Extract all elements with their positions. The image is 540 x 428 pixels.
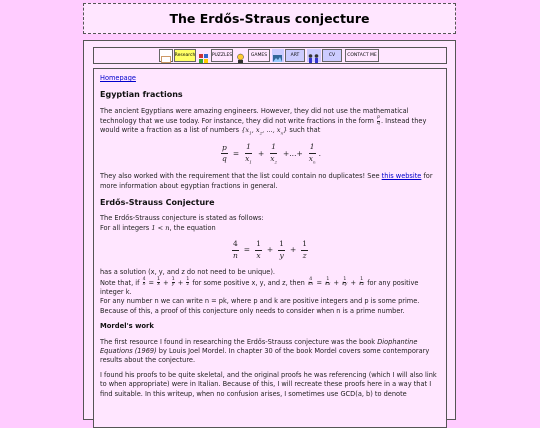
conjecture-text-1: The Erdős-Strauss conjecture is stated as follows: — [100, 214, 264, 223]
mordel-paragraph-1 — [100, 338, 440, 366]
conjecture-text-5: Note that, if — [100, 278, 140, 287]
egyptian-text-5: for more information about egyptian fractions in general. — [100, 172, 433, 190]
nav-cv-label: CV — [328, 53, 336, 58]
conjecture-text-4: has a solution (x, y, and z do not need to be unique). — [100, 268, 276, 277]
section-heading-conjecture: Erdős-Strauss Conjecture — [100, 197, 215, 207]
conjecture-text-3: , the equation — [169, 223, 216, 232]
mordel-text-2: by Louis Joel Mordel. In chapter 30 of the book Mordel covers some contemporary results about the conjecture. — [100, 347, 430, 365]
section-heading-mordel: Mordel's work — [100, 322, 154, 331]
inline-fraction-p-q: $\frac{p}{q}$ — [377, 115, 380, 126]
mordel-text-1: The first resource I found in researching the Erdős-Strauss conjecture was the book — [100, 337, 376, 346]
external-website-link[interactable]: this website — [381, 172, 422, 181]
nav-research-label: Research — [174, 53, 196, 58]
art-icon[interactable] — [272, 49, 284, 62]
mordel-text-3: I found his proofs to be quite skeletal, and the original proofs he was referencing (which I will also link to when appropriate) were in Italian. Because of this, I will recreate these proofs here in a way that I find suitable. In this writeup, when no confusion arises, I sometimes use GCD(a, b) to denote — [100, 370, 437, 398]
conjecture-text-6: for some positive x, y, and z, then — [192, 278, 305, 287]
conjecture-paragraph-2 — [100, 224, 440, 233]
homepage-link[interactable]: Homepage — [100, 74, 136, 82]
book-icon[interactable] — [159, 49, 173, 62]
nav-cv[interactable] — [322, 49, 342, 62]
equation-conjecture: $\frac{4}{n}$ = $\frac{1}{x}$ + $\frac{1}{y}$ + $\frac{1}{z}$ — [232, 239, 308, 260]
math-list: {$x_1$, $x_2$, ..., $x_n$} — [241, 126, 288, 136]
conjecture-text-8: For any number n we can write n = pk, where p and k are positive integers and p is some prime. Because of this, a proof of this conjecture only needs to consider when n is a prime number. — [100, 297, 420, 315]
nav-art-label: ART — [290, 53, 300, 58]
page-title: The Erdős-Straus conjecture — [169, 11, 370, 26]
nav-games-label: GAMES — [250, 53, 268, 58]
nav-bar — [93, 47, 447, 64]
egyptian-paragraph-1 — [100, 107, 440, 137]
content-area — [93, 68, 447, 428]
conjecture-paragraph-note: Note that, if $\frac{4}{n}$ = $\frac{1}{x}$ + $\frac{1}{y}$ + $\frac{1}{z}$ for some positive x, y, and z, then $\frac{4}{kn}$ = $\frac{1}{kx}$ + $\frac{1}{ky}$ + $\frac{1}{kz}$ for any positive integer k. — [100, 276, 419, 297]
nav-art[interactable] — [285, 49, 305, 62]
puzzle-icon[interactable] — [198, 49, 210, 62]
nav-puzzles[interactable] — [211, 49, 233, 62]
egyptian-text-2: . Instead they would write a fraction as a list of numbers — [100, 117, 427, 135]
nav-research[interactable] — [174, 49, 196, 62]
main-panel — [83, 40, 456, 420]
egyptian-text-4: They also worked with the requirement that the list could contain no duplicates! See — [100, 172, 380, 181]
page-title-box — [83, 3, 456, 34]
egyptian-text-1: The ancient Egyptians were amazing engineers. However, they did not use the mathematical technology that we use today. For instance, they did not write fractions in the form — [100, 106, 409, 126]
conjecture-text-7: for any positive integer k. — [100, 278, 419, 297]
section-heading-egyptian: Egyptian fractions — [100, 90, 183, 100]
games-icon[interactable] — [235, 49, 247, 62]
book-title: Diophantine Equations (1969) — [100, 337, 418, 356]
people-icon[interactable] — [307, 49, 321, 62]
egyptian-paragraph-2 — [100, 172, 440, 191]
equation-egyptian: $\frac{p}{q}$ = $\frac{1}{x_1}$ + $\frac{1}{x_2}$ +...+ $\frac{1}{x_n}$ . — [222, 142, 321, 165]
nav-contact[interactable] — [345, 49, 379, 62]
nav-contact-label: CONTACT ME — [347, 53, 377, 58]
egyptian-text-3: such that — [289, 126, 321, 135]
nav-games[interactable] — [248, 49, 270, 62]
conjecture-text-2: For all integers — [100, 223, 150, 232]
math-1-lt-n: 1 < n — [151, 223, 170, 232]
nav-puzzles-label: PUZZLES — [211, 53, 233, 58]
